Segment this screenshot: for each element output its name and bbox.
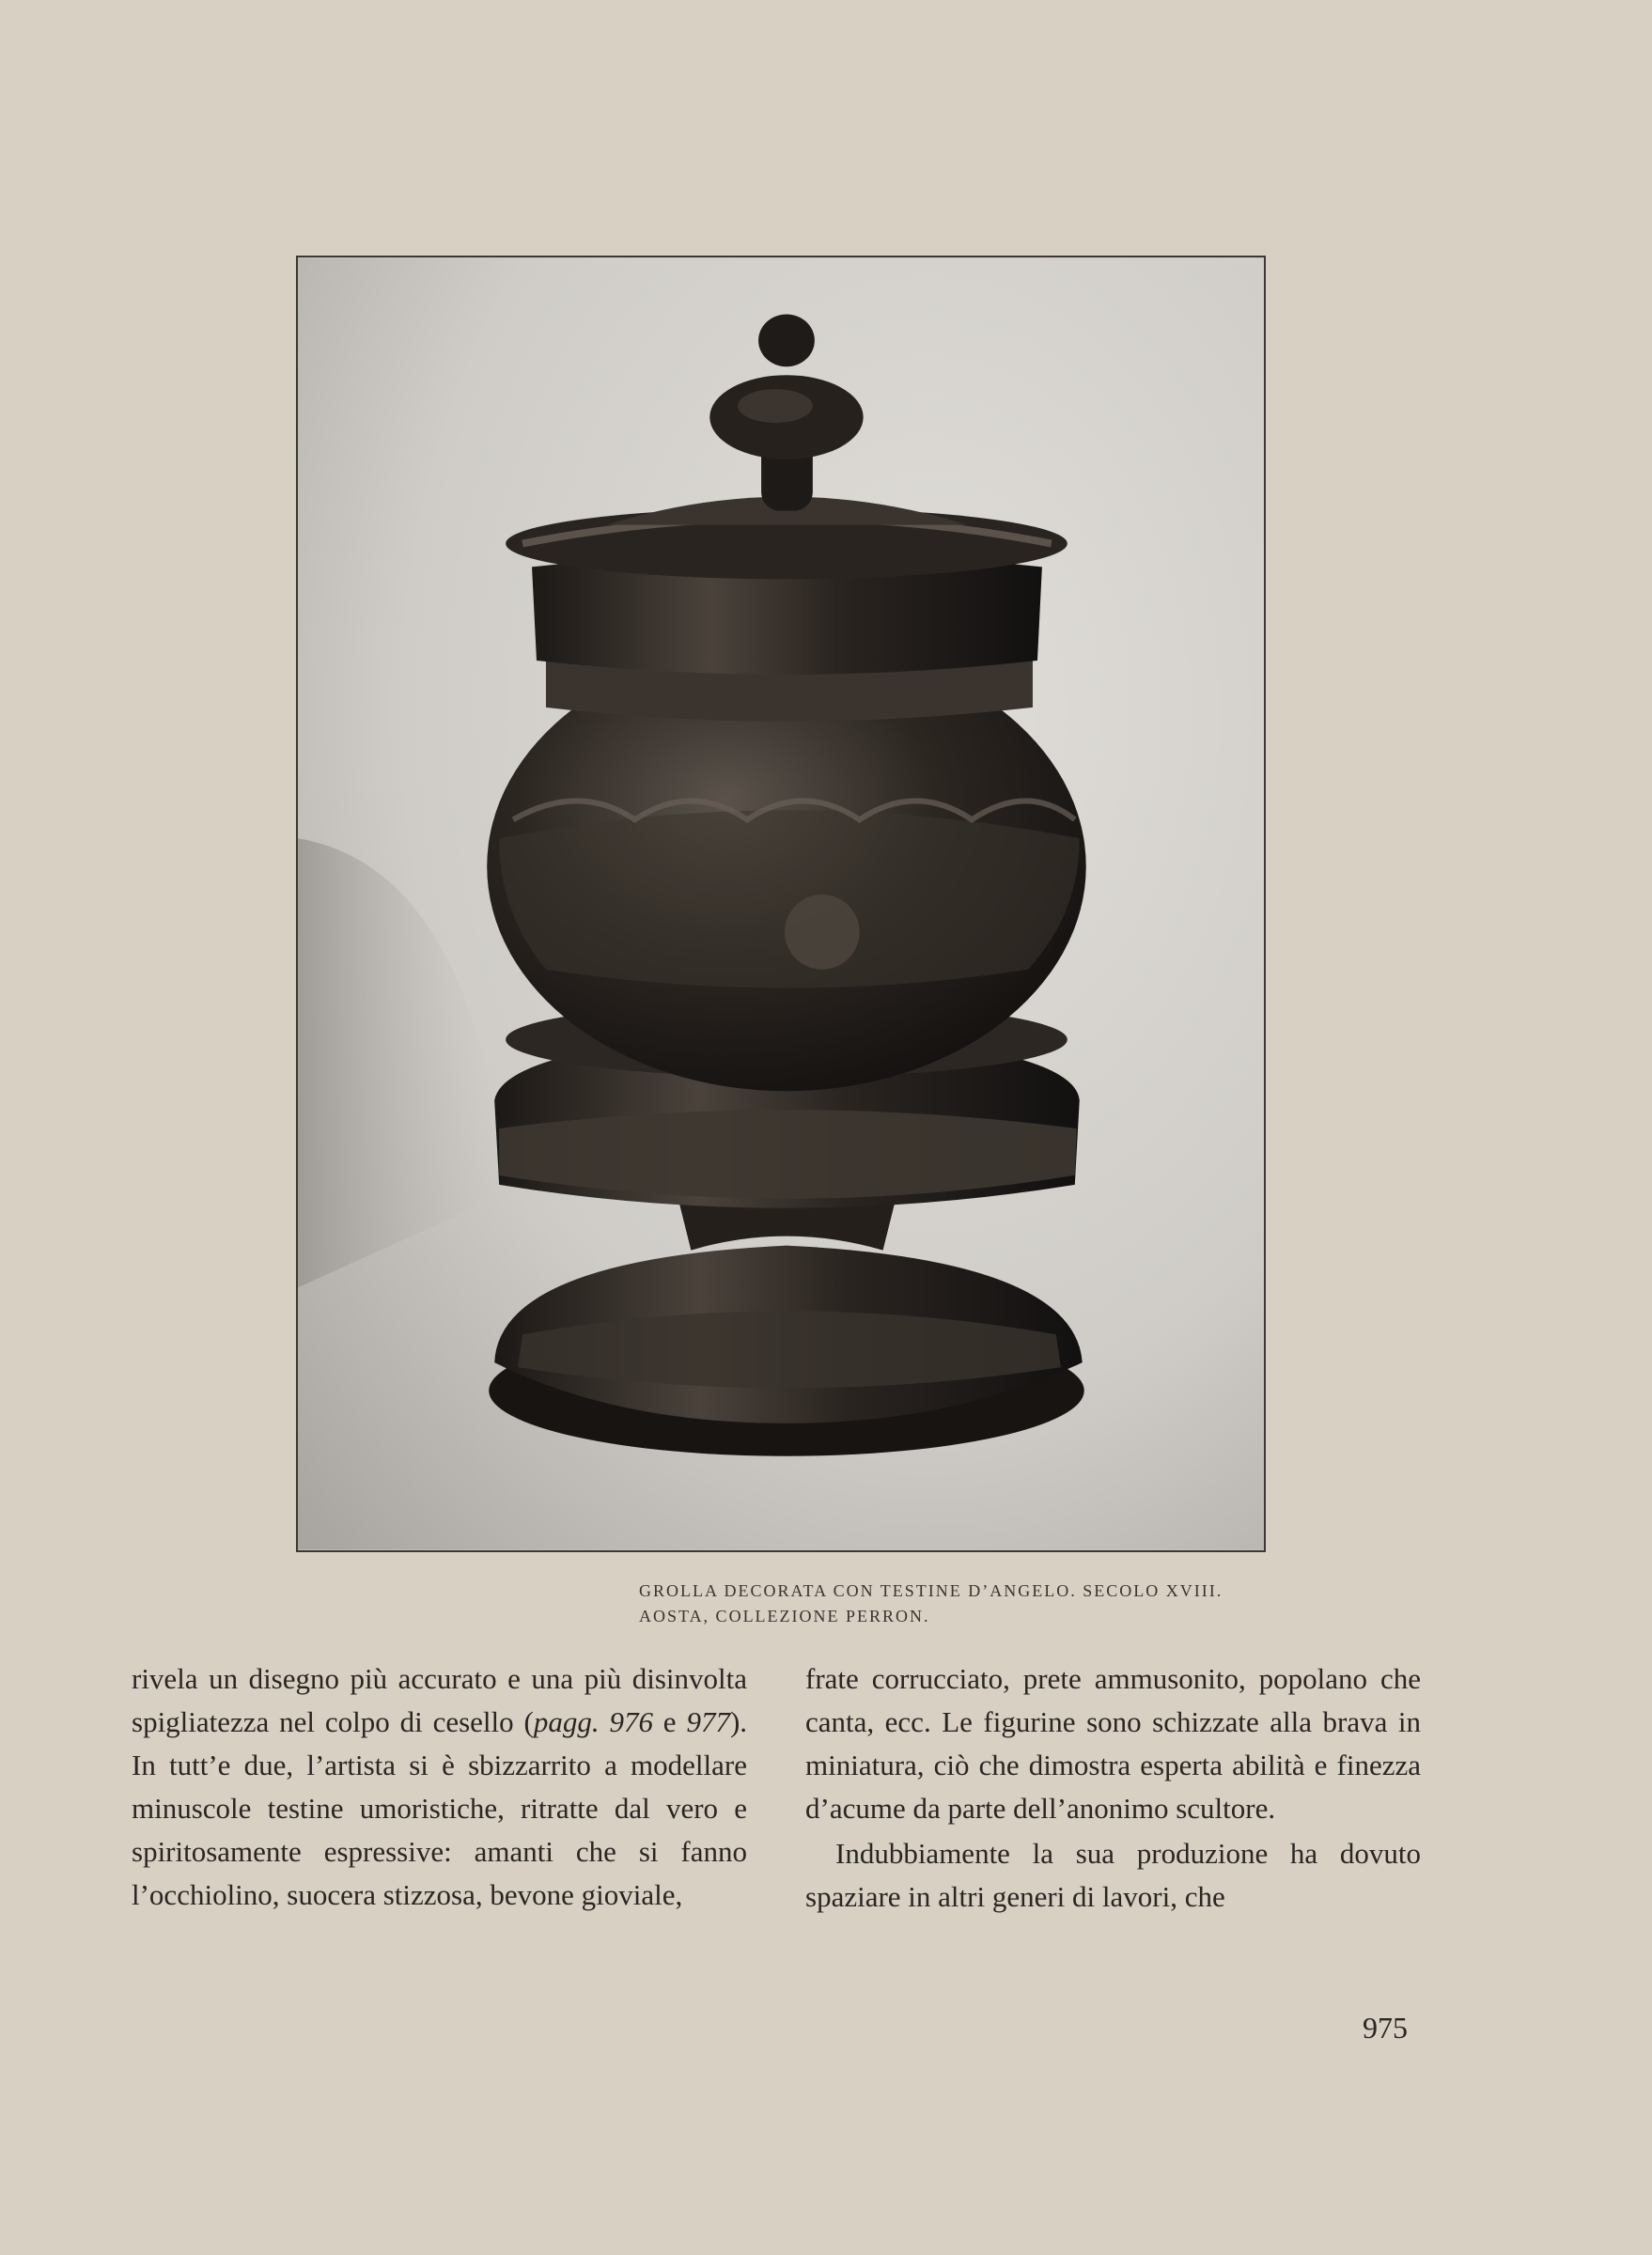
page-number: 975 bbox=[1363, 2011, 1408, 2045]
caption-line-1: GROLLA DECORATA CON TESTINE D’ANGELO. SECOLO XVIII. bbox=[639, 1581, 1223, 1600]
page-reference-1: pagg. 976 bbox=[533, 1705, 653, 1738]
left-text-end: ). In tutt’e due, l’artista si è sbizzarrito a modellare minuscole testine umoristiche, ritratte dal vero e spiritosamente espressive: amanti che si fanno l’occhiolino, suocera stizzosa, bevone gioviale, bbox=[132, 1705, 748, 1911]
right-paragraph-2: Indubbiamente la sua produzione ha dovuto spaziare in altri generi di lavori, che bbox=[805, 1837, 1421, 1913]
right-paragraph-1: frate corrucciato, prete ammusonito, popolano che canta, ecc. Le figurine sono schizzate alla brava in miniatura, ciò che dimostra esperta abilità e finezza d’acume da parte dell’anonimo scultore. bbox=[805, 1662, 1421, 1825]
left-paragraph bbox=[132, 1657, 747, 1917]
left-text-column bbox=[132, 1657, 747, 1917]
right-text-column bbox=[805, 1657, 1421, 1919]
page-reference-2: 977 bbox=[686, 1705, 730, 1738]
grolla-illustration bbox=[298, 257, 1264, 1550]
reference-joiner: e bbox=[652, 1705, 687, 1738]
grolla-photograph bbox=[296, 256, 1266, 1552]
figure-caption bbox=[639, 1578, 1223, 1629]
caption-line-2: AOSTA, COLLEZIONE PERRON. bbox=[639, 1607, 930, 1625]
left-text-start: rivela un disegno più accurato e una più disinvolta spigliatezza nel colpo di cesello ( bbox=[132, 1662, 747, 1738]
